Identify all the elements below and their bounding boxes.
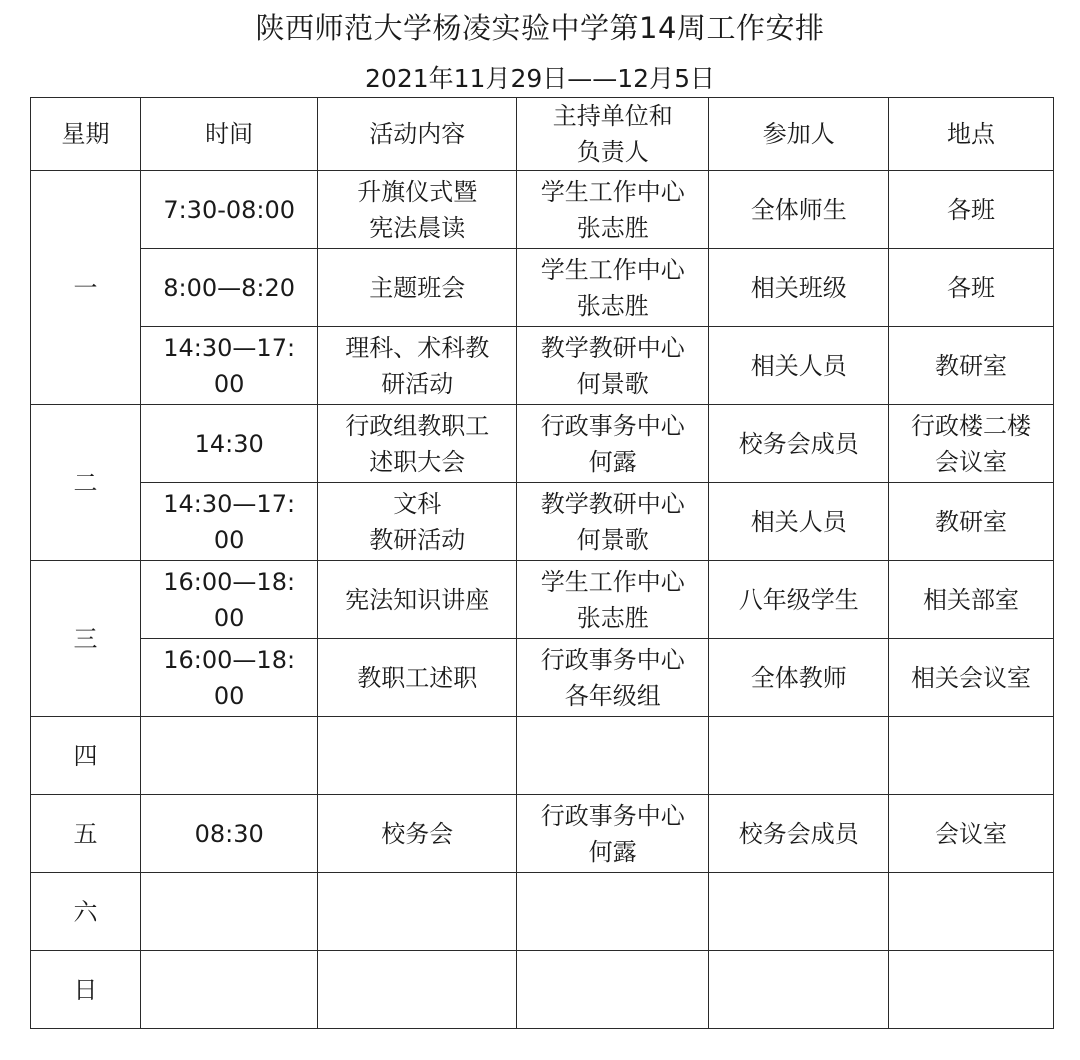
- header-time: 时间: [140, 98, 318, 171]
- location-cell: 相关部室: [889, 561, 1054, 639]
- host-cell: 学生工作中心 张志胜: [517, 561, 709, 639]
- host-cell: [517, 873, 709, 951]
- participants-cell: 全体教师: [709, 639, 889, 717]
- day-cell: 三: [31, 561, 141, 717]
- location-cell: 行政楼二楼 会议室: [889, 405, 1054, 483]
- activity-cell: 校务会: [318, 795, 517, 873]
- location-cell: [889, 717, 1054, 795]
- time-cell: 16:00—18: 00: [140, 561, 318, 639]
- date-range: 2021年11月29日——12月5日: [365, 64, 715, 93]
- table-row: [31, 249, 1054, 327]
- host-cell: 教学教研中心 何景歌: [517, 327, 709, 405]
- participants-cell: 校务会成员: [709, 405, 889, 483]
- table-row: [31, 483, 1054, 561]
- time-cell: 8:00—8:20: [140, 249, 318, 327]
- activity-cell: 主题班会: [318, 249, 517, 327]
- header-participants: 参加人: [709, 98, 889, 171]
- table-row: [31, 951, 1054, 1029]
- location-cell: [889, 873, 1054, 951]
- host-cell: [517, 717, 709, 795]
- schedule-body: [31, 171, 1054, 1029]
- participants-cell: 相关班级: [709, 249, 889, 327]
- participants-cell: 八年级学生: [709, 561, 889, 639]
- activity-cell: 理科、术科教 研活动: [318, 327, 517, 405]
- table-row: [31, 171, 1054, 249]
- host-cell: 行政事务中心 各年级组: [517, 639, 709, 717]
- page-title: 陕西师范大学杨凌实验中学第14周工作安排: [255, 11, 825, 45]
- location-cell: [889, 951, 1054, 1029]
- location-cell: 教研室: [889, 483, 1054, 561]
- host-cell: 学生工作中心 张志胜: [517, 249, 709, 327]
- table-row: [31, 327, 1054, 405]
- time-cell: 14:30: [140, 405, 318, 483]
- header-location: 地点: [889, 98, 1054, 171]
- table-row: [31, 873, 1054, 951]
- table-row: [31, 639, 1054, 717]
- participants-cell: [709, 873, 889, 951]
- table-row: [31, 561, 1054, 639]
- activity-cell: [318, 717, 517, 795]
- table-row: [31, 717, 1054, 795]
- host-cell: 教学教研中心 何景歌: [517, 483, 709, 561]
- day-cell: 二: [31, 405, 141, 561]
- header-row: [31, 98, 1054, 171]
- participants-cell: 校务会成员: [709, 795, 889, 873]
- time-cell: 16:00—18: 00: [140, 639, 318, 717]
- host-cell: 行政事务中心 何露: [517, 405, 709, 483]
- activity-cell: 宪法知识讲座: [318, 561, 517, 639]
- activity-cell: [318, 873, 517, 951]
- time-cell: 14:30—17: 00: [140, 327, 318, 405]
- day-cell: 六: [31, 873, 141, 951]
- time-cell: 08:30: [140, 795, 318, 873]
- header-host: 主持单位和 负责人: [517, 98, 709, 171]
- host-cell: 行政事务中心 何露: [517, 795, 709, 873]
- location-cell: 各班: [889, 249, 1054, 327]
- day-cell: 一: [31, 171, 141, 405]
- day-cell: 日: [31, 951, 141, 1029]
- time-cell: [140, 717, 318, 795]
- header-day: 星期: [31, 98, 141, 171]
- time-cell: [140, 951, 318, 1029]
- participants-cell: [709, 951, 889, 1029]
- participants-cell: 相关人员: [709, 483, 889, 561]
- location-cell: 各班: [889, 171, 1054, 249]
- activity-cell: [318, 951, 517, 1029]
- location-cell: 相关会议室: [889, 639, 1054, 717]
- participants-cell: 全体师生: [709, 171, 889, 249]
- location-cell: 教研室: [889, 327, 1054, 405]
- host-cell: [517, 951, 709, 1029]
- day-cell: 四: [31, 717, 141, 795]
- schedule-table: [30, 97, 1054, 1029]
- day-cell: 五: [31, 795, 141, 873]
- location-cell: 会议室: [889, 795, 1054, 873]
- activity-cell: 文科 教研活动: [318, 483, 517, 561]
- table-row: [31, 405, 1054, 483]
- time-cell: [140, 873, 318, 951]
- participants-cell: [709, 717, 889, 795]
- time-cell: 14:30—17: 00: [140, 483, 318, 561]
- participants-cell: 相关人员: [709, 327, 889, 405]
- activity-cell: 行政组教职工 述职大会: [318, 405, 517, 483]
- host-cell: 学生工作中心 张志胜: [517, 171, 709, 249]
- table-row: [31, 795, 1054, 873]
- activity-cell: 教职工述职: [318, 639, 517, 717]
- activity-cell: 升旗仪式暨 宪法晨读: [318, 171, 517, 249]
- header-activity: 活动内容: [318, 98, 517, 171]
- time-cell: 7:30-08:00: [140, 171, 318, 249]
